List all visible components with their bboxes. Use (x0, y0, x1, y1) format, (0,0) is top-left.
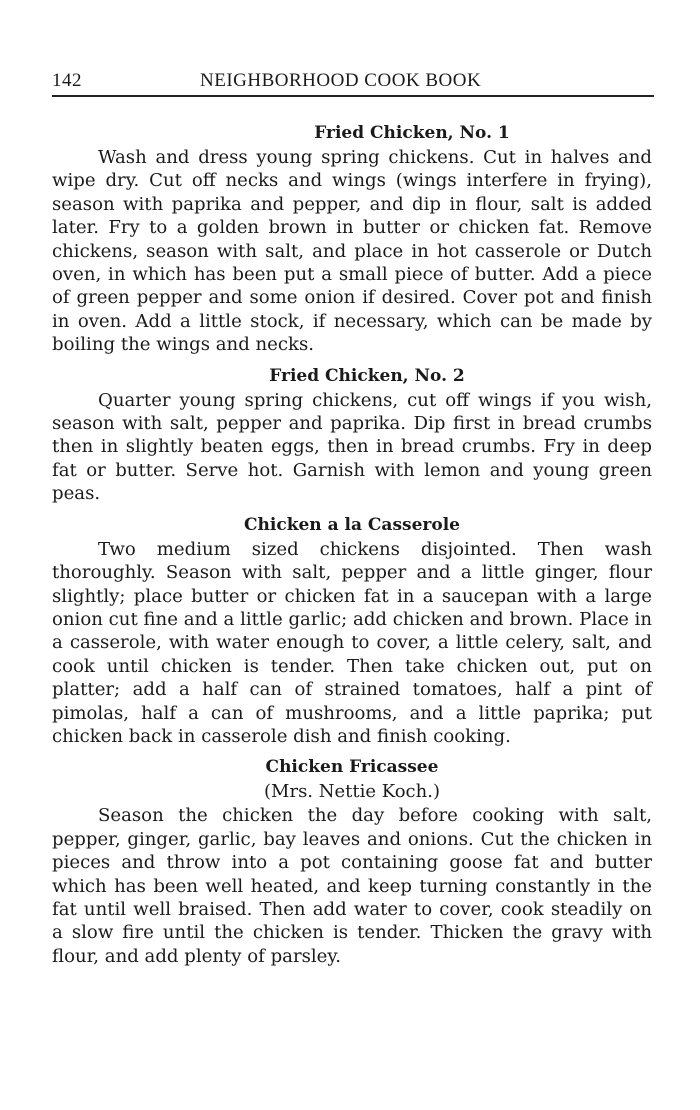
recipe-title: Fried Chicken, No. 2 (269, 365, 465, 386)
recipe-body: Wash and dress young spring chickens. Cut in halves and wipe dry. Cut off necks and wings (wings interfere in frying), season with paprika and pepper, and dip in flour, salt is added later. Fry to a golden brown in butter or chicken fat. Remove chickens, season with salt, and place in hot casserole or Dutch oven, in which has been put a small piece of butter. Add a piece of green pepper and some onion if desired. Cover pot and finish in oven. Add a little stock, if necessary, which can be made by boiling the wings and necks. (52, 147, 652, 356)
recipe-fried-chicken-1 (52, 120, 652, 357)
page-body (52, 120, 652, 968)
recipe-credit: (Mrs. Nettie Koch.) (264, 781, 440, 803)
recipe-body: Season the chicken the day before cooking with salt, pepper, ginger, garlic, bay leaves and onions. Cut the chicken in pieces and throw into a pot containing goose fat and butter which has been well heated, and keep turning constantly in the fat until well braised. Then add water to cover, cook steadily on a slow fire until the chicken is tender. Thicken the gravy with flour, and add plenty of parsley. (52, 805, 652, 967)
running-head: NEIGHBORHOOD COOK BOOK (200, 70, 482, 91)
recipe-fried-chicken-2 (52, 363, 652, 506)
recipe-title: Fried Chicken, No. 1 (314, 123, 510, 143)
recipe-chicken-a-la-casserole (52, 512, 652, 749)
recipe-title: Chicken a la Casserole (244, 514, 460, 535)
recipe-body: Quarter young spring chickens, cut off wings if you wish, season with salt, pepper and paprika. Dip first in bread crumbs then in slightly beaten eggs, then in bread crumbs. Fry in deep fat or butter. Serve hot. Garnish with lemon and young green peas. (52, 389, 652, 505)
header-rule (52, 95, 654, 97)
page-number: 142 (52, 70, 82, 91)
recipe-chicken-fricassee (52, 754, 652, 968)
recipe-body: Two medium sized chickens disjointed. Then wash thoroughly. Season with salt, pepper and a little ginger, flour slightly; place butter or chicken fat in a saucepan with a large onion cut fine and a little garlic; add chicken and brown. Place in a casserole, with water enough to cover, a little celery, salt, and cook until chicken is tender. Then take chicken out, put on platter; add a half can of strained tomatoes, half a pint of pimolas, half a can of mushrooms, and a little paprika; put chicken back in casserole dish and finish cooking. (52, 538, 652, 747)
recipe-title: Chicken Fricassee (265, 757, 439, 778)
page-header (52, 70, 652, 94)
